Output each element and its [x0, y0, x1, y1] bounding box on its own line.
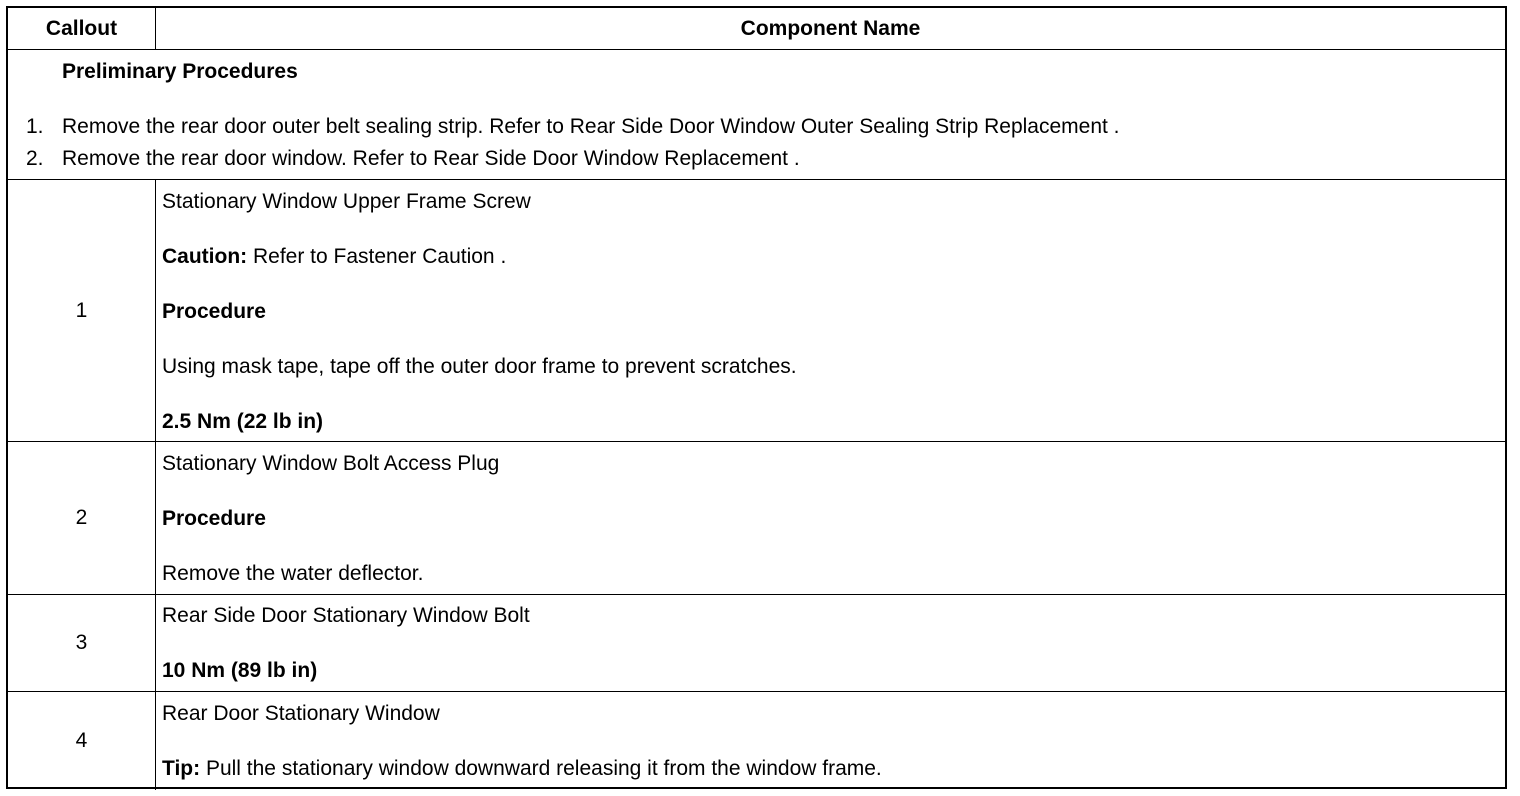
row-separator [8, 179, 1505, 180]
callout-number: 3 [75, 631, 88, 654]
procedure-text: Using mask tape, tape off the outer door frame to prevent scratches. [162, 355, 797, 378]
header-component-name: Component Name [740, 17, 921, 40]
caution-text: Refer to Fastener Caution . [247, 245, 507, 268]
step-number: 2. [26, 147, 44, 170]
caution-note [162, 245, 506, 269]
callout-number: 1 [75, 298, 88, 322]
preliminary-title: Preliminary Procedures [62, 60, 298, 83]
component-name: Stationary Window Bolt Access Plug [162, 452, 500, 475]
callout-number: 2 [75, 506, 88, 529]
component-name: Stationary Window Upper Frame Screw [162, 190, 531, 213]
tip-note [162, 757, 882, 781]
component-table [6, 6, 1507, 789]
component-name: Rear Side Door Stationary Window Bolt [162, 604, 530, 627]
procedure-label: Procedure [162, 300, 266, 323]
caution-label: Caution: [162, 245, 248, 268]
row-separator [8, 691, 1505, 692]
callout-number: 4 [75, 728, 88, 752]
component-name: Rear Door Stationary Window [162, 702, 440, 725]
preliminary-step: Remove the rear door outer belt sealing strip. Refer to Rear Side Door Window Outer Sealing Strip Replacement . [62, 115, 1120, 138]
torque-spec: 10 Nm (89 lb in) [162, 659, 318, 682]
row-separator [8, 594, 1505, 595]
row-separator [8, 49, 1505, 50]
header-callout: Callout [45, 17, 118, 40]
step-number: 1. [26, 115, 44, 138]
tip-text: Pull the stationary window downward releasing it from the window frame. [200, 757, 882, 780]
row-separator [8, 441, 1505, 442]
preliminary-step: Remove the rear door window. Refer to Rear Side Door Window Replacement . [62, 147, 800, 170]
column-divider [155, 180, 156, 790]
torque-spec: 2.5 Nm (22 lb in) [162, 410, 324, 433]
procedure-label: Procedure [162, 507, 266, 530]
tip-label: Tip: [162, 757, 201, 780]
procedure-text: Remove the water deflector. [162, 562, 424, 585]
header-divider [155, 8, 156, 50]
